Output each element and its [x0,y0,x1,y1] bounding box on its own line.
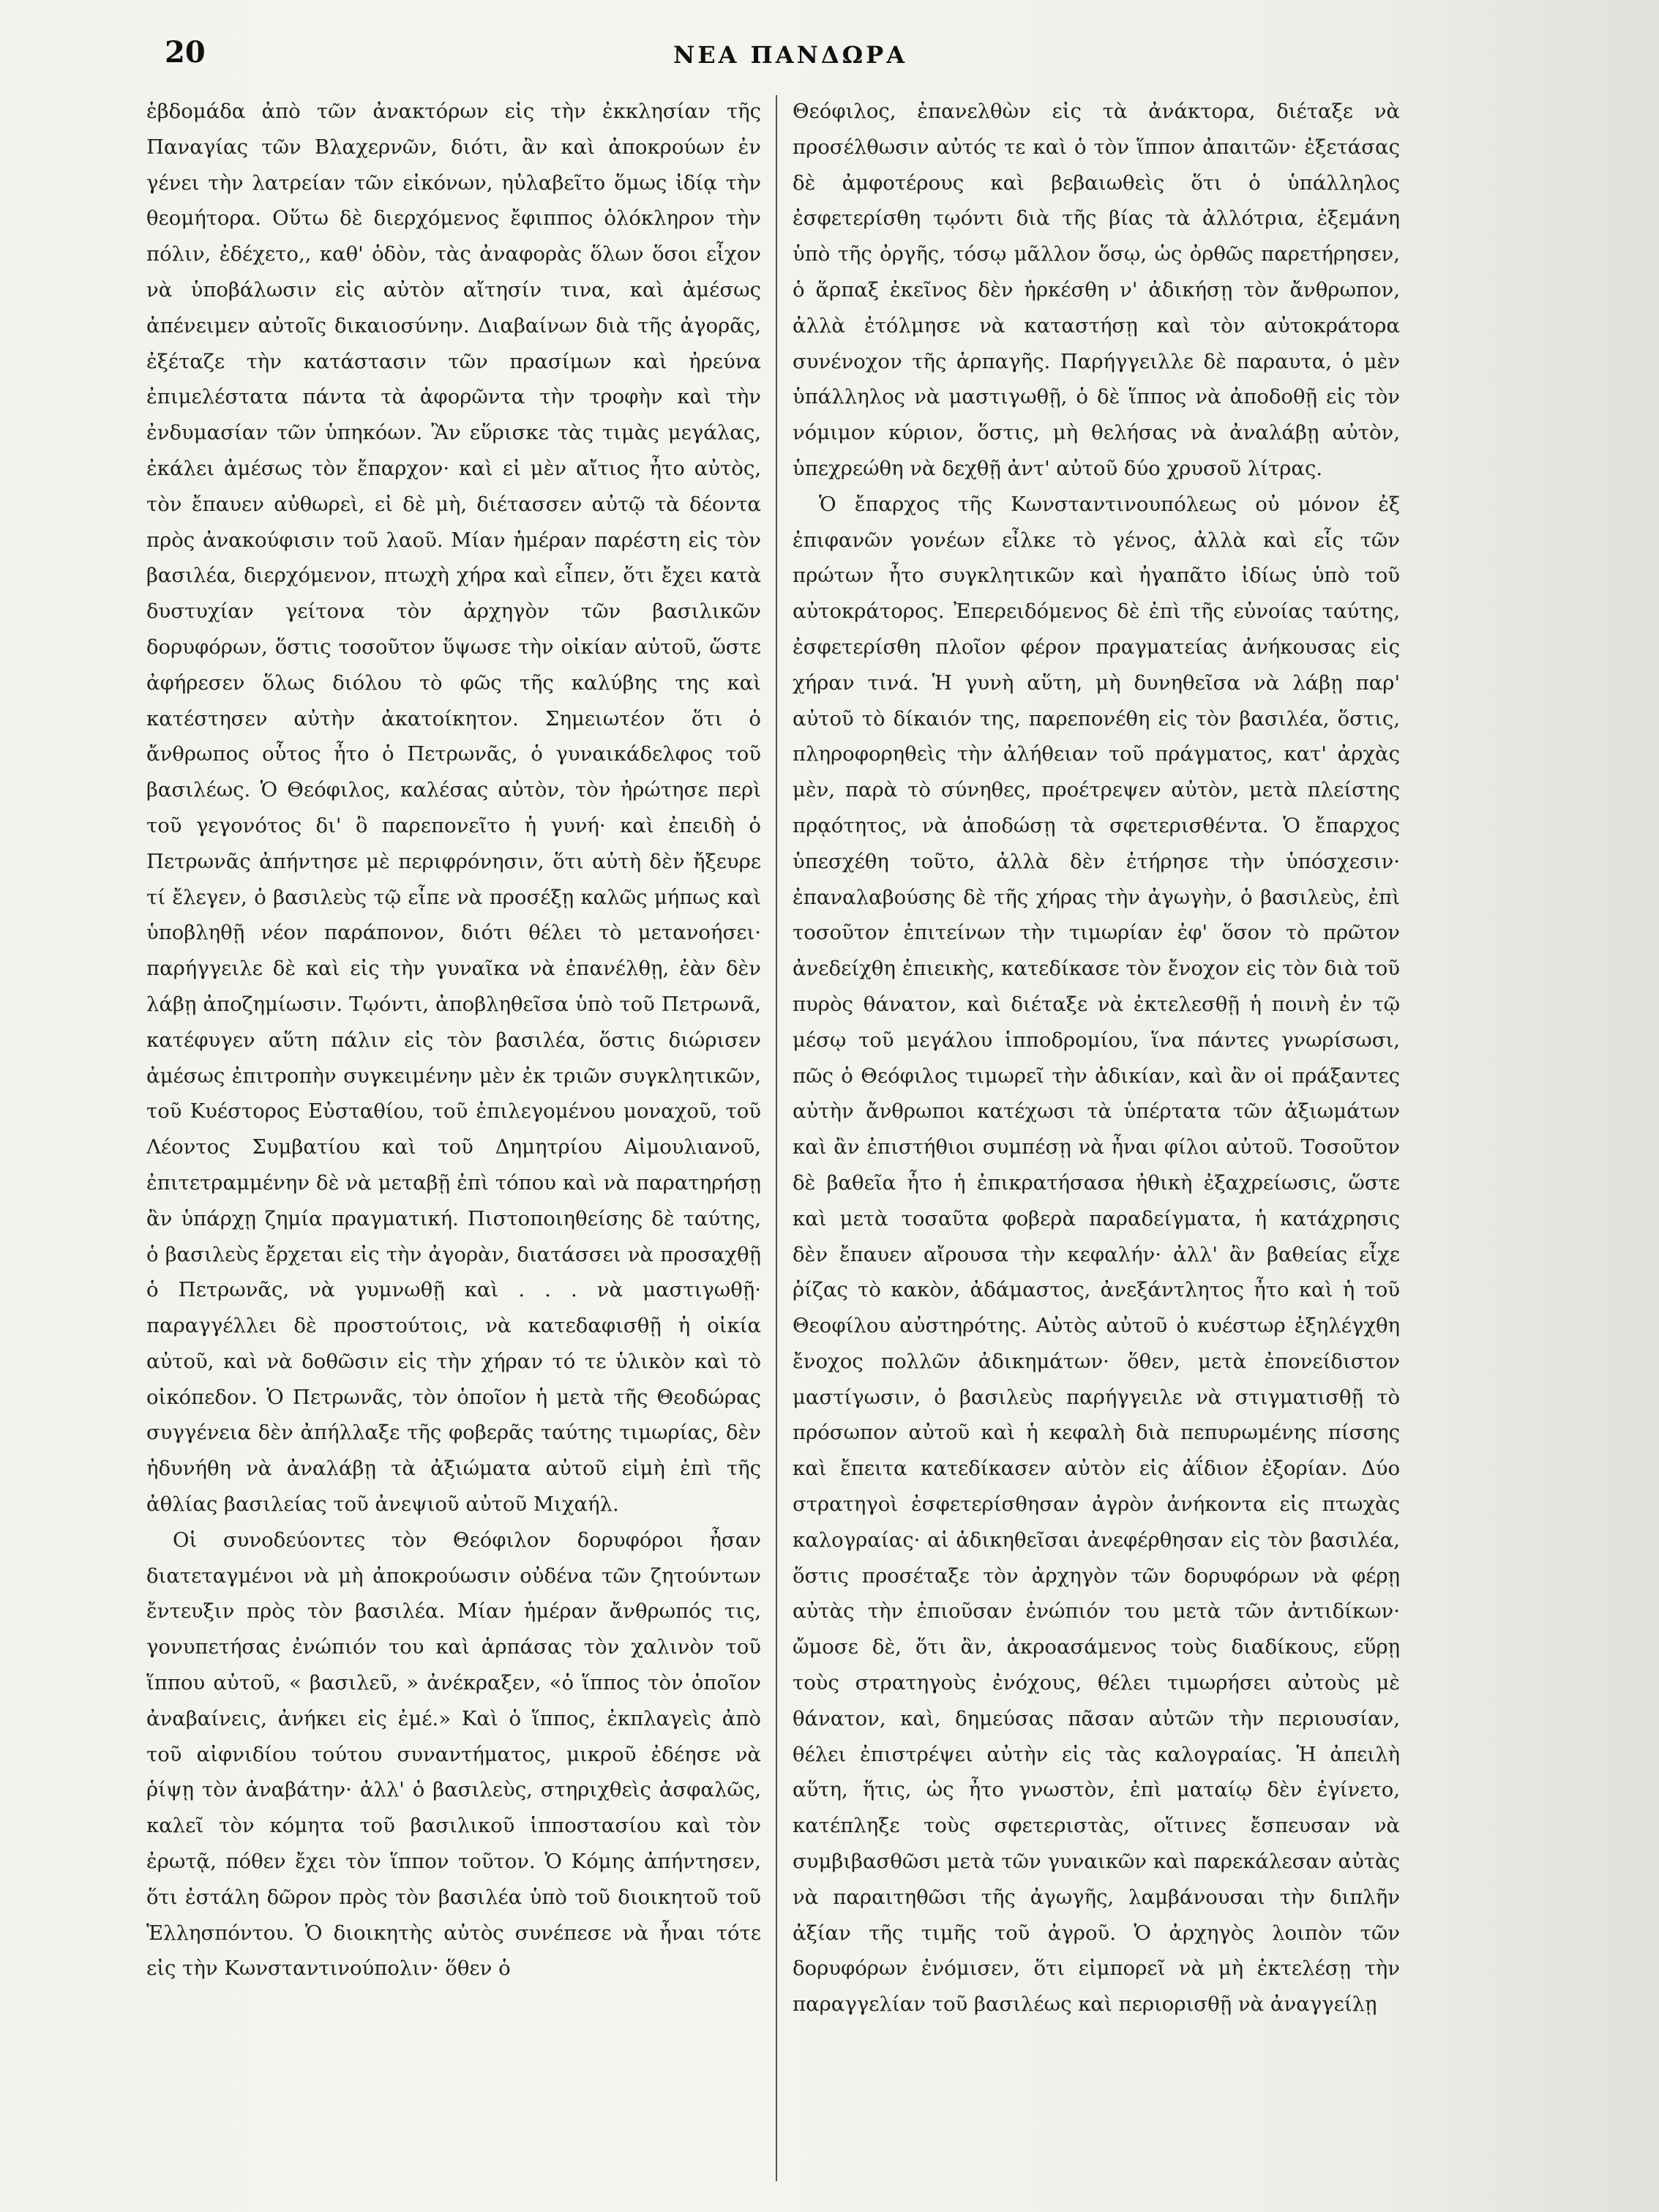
column-divider [776,95,777,2181]
left-paragraph-2: Οἱ συνοδεύοντες τὸν Θεόφιλον δορυφόροι ἦσαν διατεταγμένοι νὰ μὴ ἀποκρούωσιν οὐδένα τῶν ζητούντων ἔντευξιν πρὸς τὸν βασιλέα. Μίαν ἡμέραν ἄνθρωπός τις, γονυπετήσας ἐνώπιόν του καὶ ἁρπάσας τὸν χαλινὸν τοῦ ἵππου αὐτοῦ, « βασιλεῦ, » ἀνέκραξεν, «ὁ ἵππος τὸν ὁποῖον ἀναβαίνεις, ἀνήκει εἰς ἐμέ.» Καὶ ὁ ἵππος, ἐκπλαγεὶς ἀπὸ τοῦ αἰφνιδίου τούτου συναντήματος, μικροῦ ἐδέησε νὰ ῥίψῃ τὸν ἀναβάτην· ἀλλ' ὁ βασιλεὺς, στηριχθεὶς ἀσφαλῶς, καλεῖ τὸν κόμητα τοῦ βασιλικοῦ ἱπποστασίου καὶ τὸν ἐρωτᾷ, πόθεν ἔχει τὸν ἵππον τοῦτον. Ὁ Κόμης ἀπήντησεν, ὅτι ἐστάλη δῶρον πρὸς τὸν βασιλέα ὑπὸ τοῦ διοικητοῦ τοῦ Ἑλλησπόντου. Ὁ διοικητὴς αὐτὸς συνέπεσε νὰ ἦναι τότε εἰς τὴν Κωνσταντινούπολιν· ὅθεν ὁ [146,1528,761,1981]
left-paragraph-1: ἑβδομάδα ἀπὸ τῶν ἀνακτόρων εἰς τὴν ἐκκλησίαν τῆς Παναγίας τῶν Βλαχερνῶν, διότι, ἂν καὶ ἀποκρούων ἐν γένει τὴν λατρείαν τῶν εἰκόνων, ηὐλαβεῖτο ὅμως ἰδίᾳ τὴν θεομήτορα. Οὕτω δὲ διερχόμενος ἔφιππος ὁλόκληρον τὴν πόλιν, ἐδέχετο,, καθ' ὁδὸν, τὰς ἀναφορὰς ὅλων ὅσοι εἶχον νὰ ὑποβάλωσιν εἰς αὐτὸν αἴτησίν τινα, καὶ ἀμέσως ἀπένειμεν αὐτοῖς δικαιοσύνην. Διαβαίνων διὰ τῆς ἀγορᾶς, ἐξέταζε τὴν κατάστασιν τῶν πρασίμων καὶ ἠρεύνα ἐπιμελέστατα πάντα τὰ ἀφορῶντα τὴν τροφὴν καὶ τὴν ἐνδυμασίαν τῶν ὑπηκόων. Ἂν εὕρισκε τὰς τιμὰς μεγάλας, ἐκάλει ἀμέσως τὸν ἔπαρχον· καὶ εἰ μὲν αἴτιος ἦτο αὐτὸς, τὸν ἔπαυεν αὐθωρεὶ, εἰ δὲ μὴ, διέτασσεν αὐτῷ τὰ δέοντα πρὸς ἀνακούφισιν τοῦ λαοῦ. Μίαν ἡμέραν παρέστη εἰς τὸν βασιλέα, διερχόμενον, πτωχὴ χήρα καὶ εἶπεν, ὅτι ἔχει κατὰ δυστυχίαν γείτονα τὸν ἀρχηγὸν τῶν βασιλικῶν δορυφόρων, ὅστις τοσοῦτον ὕψωσε τὴν οἰκίαν αὐτοῦ, ὥστε ἀφήρεσεν ὅλως διόλου τὸ φῶς τῆς καλύβης της καὶ κατέστησεν αὐτὴν ἀκατοίκητον. Σημειωτέον ὅτι ὁ ἄνθρωπος οὗτος ἦτο ὁ Πετρωνᾶς, ὁ γυναικάδελφος τοῦ βασιλέως. Ὁ Θεόφιλος, καλέσας αὐτὸν, τὸν ἠρώτησε περὶ τοῦ γεγονότος δι' ὃ παρεπονεῖτο ἡ γυνή· καὶ ἐπειδὴ ὁ Πετρωνᾶς ἀπήντησε μὲ περιφρόνησιν, ὅτι αὐτὴ δὲν ἤξευρε τί ἔλεγεν, ὁ βασιλεὺς τῷ εἶπε νὰ προσέξῃ καλῶς μήπως καὶ ὑποβληθῇ νέον παράπονον, διότι θέλει τὸ μετανοήσει· παρήγγειλε δὲ καὶ εἰς τὴν γυναῖκα νὰ ἐπανέλθῃ, ἐὰν δὲν λάβῃ ἀποζημίωσιν. Τῳόντι, ἀποβληθεῖσα ὑπὸ τοῦ Πετρωνᾶ, κατέφυγεν αὕτη πάλιν εἰς τὸν βασιλέα, ὅστις διώρισεν ἀμέσως ἐπιτροπὴν συγκειμένην μὲν ἐκ τριῶν συγκλητικῶν, τοῦ Κυέστορος Εὐσταθίου, τοῦ ἐπιλεγομένου μοναχοῦ, τοῦ Λέοντος Συμβατίου καὶ τοῦ Δημητρίου Αἰμουλιανοῦ, ἐπιτετραμμένην δὲ νὰ μεταβῇ ἐπὶ τόπου καὶ νὰ παρατηρήσῃ ἂν ὑπάρχῃ ζημία πραγματική. Πιστοποιηθείσης δὲ ταύτης, ὁ βασιλεὺς ἔρχεται εἰς τὴν ἀγορὰν, διατάσσει νὰ προσαχθῇ ὁ Πετρωνᾶς, νὰ γυμνωθῇ καὶ . . . νὰ μαστιγωθῇ· παραγγέλλει δὲ προστούτοις, νὰ κατεδαφισθῇ ἡ οἰκία αὐτοῦ, καὶ νὰ δοθῶσιν εἰς τὴν χήραν τό τε ὑλικὸν καὶ τὸ οἰκόπεδον. Ὁ Πετρωνᾶς, τὸν ὁποῖον ἡ μετὰ τῆς Θεοδώρας συγγένεια δὲν ἀπήλλαξε τῆς φοβερᾶς ταύτης τιμωρίας, δὲν ἠδυνήθη νὰ ἀναλάβῃ τὰ ἀξιώματα αὐτοῦ εἰμὴ ἐπὶ τῆς ἀθλίας βασιλείας τοῦ ἀνεψιοῦ αὐτοῦ Μιχαήλ. [146,100,761,1517]
running-head-title: ΝΕΑ ΠΑΝΔΩΡΑ [673,41,908,69]
right-text-column [793,94,1400,2165]
right-paragraph-2: Ὁ ἔπαρχος τῆς Κωνσταντινουπόλεως οὐ μόνον ἐξ ἐπιφανῶν γονέων εἶλκε τὸ γένος, ἀλλὰ καὶ εἷς τῶν πρώτων ἦτο συγκλητικῶν καὶ ἠγαπᾶτο ἰδίως ὑπὸ τοῦ αὐτοκράτορος. Ἐπερειδόμενος δὲ ἐπὶ τῆς εὐνοίας ταύτης, ἐσφετερίσθη πλοῖον φέρον πραγματείας ἀνήκουσας εἰς χήραν τινά. Ἡ γυνὴ αὕτη, μὴ δυνηθεῖσα νὰ λάβῃ παρ' αὐτοῦ τὸ δίκαιόν της, παρεπονέθη εἰς τὸν βασιλέα, ὅστις, πληροφορηθεὶς τὴν ἀλήθειαν τοῦ πράγματος, κατ' ἀρχὰς μὲν, παρὰ τὸ σύνηθες, προέτρεψεν αὐτὸν, μετὰ πλείστης πρᾳότητος, νὰ ἀποδώσῃ τὰ σφετερισθέντα. Ὁ ἔπαρχος ὑπεσχέθη τοῦτο, ἀλλὰ δὲν ἐτήρησε τὴν ὑπόσχεσιν· ἐπαναλαβούσης δὲ τῆς χήρας τὴν ἀγωγὴν, ὁ βασιλεὺς, ἐπὶ τοσοῦτον ἐπιτείνων τὴν τιμωρίαν ἐφ' ὅσον τὸ πρῶτον ἀνεδείχθη ἐπιεικὴς, κατεδίκασε τὸν ἔνοχον εἰς τὸν διὰ τοῦ πυρὸς θάνατον, καὶ διέταξε νὰ ἐκτελεσθῇ ἡ ποινὴ ἐν τῷ μέσῳ τοῦ μεγάλου ἱπποδρομίου, ἵνα πάντες γνωρίσωσι, πῶς ὁ Θεόφιλος τιμωρεῖ τὴν ἀδικίαν, καὶ ἂν οἱ πράξαντες αὐτὴν ἄνθρωποι κατέχωσι τὰ ὑπέρτατα τῶν ἀξιωμάτων καὶ ἂν ἐπιστήθιοι συμπέσῃ νὰ ἦναι φίλοι αὐτοῦ. Τοσοῦτον δὲ βαθεῖα ἦτο ἡ ἐπικρατήσασα ἠθικὴ ἐξαχρείωσις, ὥστε καὶ μετὰ τοσαῦτα φοβερὰ παραδείγματα, ἡ κατάχρησις δὲν ἔπαυεν αἴρουσα τὴν κεφαλήν· ἀλλ' ἂν βαθείας εἶχε ῥίζας τὸ κακὸν, ἀδάμαστος, ἀνεξάντλητος ἦτο καὶ ἡ τοῦ Θεοφίλου αὐστηρότης. Αὐτὸς αὐτοῦ ὁ κυέστωρ ἐξηλέγχθη ἔνοχος πολλῶν ἀδικημάτων· ὅθεν, μετὰ ἐπονείδιστον μαστίγωσιν, ὁ βασιλεὺς παρήγγειλε νὰ στιγματισθῇ τὸ πρόσωπον αὐτοῦ καὶ ἡ κεφαλὴ διὰ πεπυρωμένης πίσσης καὶ ἔπειτα κατεδίκασεν αὐτὸν εἰς ἀΐδιον ἐξορίαν. Δύο στρατηγοὶ ἐσφετερίσθησαν ἀγρὸν ἀνήκοντα εἰς πτωχὰς καλογραίας· αἱ ἀδικηθεῖσαι ἀνεφέρθησαν εἰς τὸν βασιλέα, ὅστις προσέταξε τὸν ἀρχηγὸν τῶν δορυφόρων νὰ φέρῃ αὐτὰς τὴν ἐπιοῦσαν ἐνώπιόν του μετὰ τῶν ἀντιδίκων· ὤμοσε δὲ, ὅτι ἂν, ἀκροασάμενος τοὺς διαδίκους, εὕρῃ τοὺς στρατηγοὺς ἐνόχους, θέλει τιμωρήσει αὐτοὺς μὲ θάνατον, καὶ, δημεύσας πᾶσαν αὐτῶν τὴν περιουσίαν, θέλει ἐπιστρέψει αὐτὴν εἰς τὰς καλογραίας. Ἡ ἀπειλὴ αὕτη, ἥτις, ὡς ἦτο γνωστὸν, ἐπὶ ματαίῳ δὲν ἐγίνετο, κατέπληξε τοὺς σφετεριστὰς, οἵτινες ἔσπευσαν νὰ συμβιβασθῶσι μετὰ τῶν γυναικῶν καὶ παρεκάλεσαν αὐτὰς νὰ παραιτηθῶσι τῆς ἀγωγῆς, λαμβάνουσαι τὴν διπλῆν ἀξίαν τῆς τιμῆς τοῦ ἀγροῦ. Ὁ ἀρχηγὸς λοιπὸν τῶν δορυφόρων ἐνόμισεν, ὅτι εἰμπορεῖ νὰ μὴ ἐκτελέσῃ τὴν παραγγελίαν τοῦ βασιλέως καὶ περιορισθῇ νὰ ἀναγγείλῃ [793,492,1400,2017]
right-paragraph-1: Θεόφιλος, ἐπανελθὼν εἰς τὰ ἀνάκτορα, διέταξε νὰ προσέλθωσιν αὐτός τε καὶ ὁ τὸν ἵππον ἀπαιτῶν· ἐξετάσας δὲ ἀμφοτέρους καὶ βεβαιωθεὶς ὅτι ὁ ὑπάλληλος ἐσφετερίσθη τῳόντι διὰ τῆς βίας τὰ ἀλλότρια, ἐξεμάνη ὑπὸ τῆς ὀργῆς, τόσῳ μᾶλλον ὅσῳ, ὡς ὀρθῶς παρετήρησεν, ὁ ἅρπαξ ἐκεῖνος δὲν ἠρκέσθη ν' ἀδικήσῃ τὸν ἄνθρωπον, ἀλλὰ ἐτόλμησε νὰ καταστήσῃ καὶ τὸν αὐτοκράτορα συνένοχον τῆς ἁρπαγῆς. Παρήγγειλλε δὲ παραυτα, ὁ μὲν ὑπάλληλος νὰ μαστιγωθῇ, ὁ δὲ ἵππος νὰ ἀποδοθῇ εἰς τὸν νόμιμον κύριον, ὅστις, μὴ θελήσας νὰ ἀναλάβῃ αὐτὸν, ὑπεχρεώθη νὰ δεχθῇ ἀντ' αὐτοῦ δύο χρυσοῦ λίτρας. [793,100,1400,480]
page-edge-shadow [1434,0,1659,2212]
page-number: 20 [165,35,206,70]
left-text-column [146,94,761,2165]
